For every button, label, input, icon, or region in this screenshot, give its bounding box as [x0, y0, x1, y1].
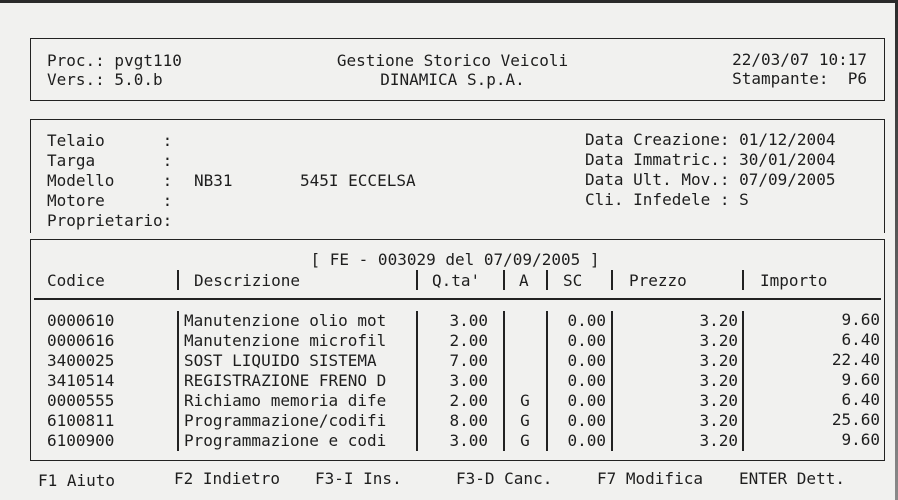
row-4-sc: 0.00 — [567, 371, 606, 390]
data-immatricolazione: Data Immatric.: 30/01/2004 — [585, 150, 836, 169]
row-7-prezzo: 3.20 — [699, 431, 738, 450]
row-4-descrizione: REGISTRAZIONE FRENO D — [184, 371, 387, 390]
f2-back-key[interactable]: F2 Indietro — [174, 469, 280, 488]
row-3-importo: 22.40 — [831, 350, 880, 369]
data-ultimo-movimento: Data Ult. Mov.: 07/09/2005 — [585, 170, 836, 189]
row-7-sc: 0.00 — [567, 431, 606, 450]
row-4-qta: 3.00 — [449, 371, 488, 390]
modello-label: Modello : — [47, 171, 173, 190]
row-3-qta: 7.00 — [449, 351, 488, 370]
version-label: Vers.: 5.0.b — [47, 70, 163, 89]
f3-insert-key[interactable]: F3-I Ins. — [315, 469, 402, 488]
col-header-a: A — [519, 271, 529, 290]
header-sep — [611, 270, 613, 290]
modello-code: NB31 — [194, 171, 233, 190]
column-divider — [503, 311, 505, 451]
row-7-codice: 6100900 — [47, 431, 115, 450]
row-5-prezzo: 3.20 — [699, 391, 738, 410]
modello-description: 545I ECCELSA — [300, 171, 416, 190]
row-5-descrizione: Richiamo memoria dife — [184, 391, 387, 410]
row-4-prezzo: 3.20 — [699, 371, 738, 390]
proc-label: Proc.: pvgt110 — [47, 51, 182, 70]
scan-edge-top — [0, 0, 898, 3]
motore-label: Motore : — [47, 191, 173, 210]
row-7-qta: 3.00 — [449, 431, 488, 450]
col-header-qta: Q.ta' — [432, 271, 481, 290]
row-6-sc: 0.00 — [567, 411, 606, 430]
column-divider — [416, 311, 418, 451]
row-3-prezzo: 3.20 — [699, 351, 738, 370]
date-time: 22/03/07 10:17 — [732, 50, 867, 69]
app-title: Gestione Storico Veicoli — [336, 51, 569, 70]
row-1-prezzo: 3.20 — [699, 311, 738, 330]
col-header-codice: Codice — [47, 271, 105, 290]
row-3-sc: 0.00 — [567, 351, 606, 370]
row-1-descrizione: Manutenzione olio mot — [184, 311, 387, 330]
f3-delete-key[interactable]: F3-D Canc. — [456, 469, 553, 488]
row-5-sc: 0.00 — [567, 391, 606, 410]
column-divider — [177, 311, 179, 451]
col-header-prezzo: Prezzo — [629, 271, 687, 290]
data-creazione: Data Creazione: 01/12/2004 — [585, 130, 836, 149]
enter-details-key[interactable]: ENTER Dett. — [739, 469, 845, 488]
row-5-codice: 0000555 — [47, 391, 115, 410]
company-name: DINAMICA S.p.A. — [380, 70, 525, 89]
col-header-sc: SC — [563, 271, 583, 290]
row-2-sc: 0.00 — [567, 331, 606, 350]
telaio-label: Telaio : — [47, 131, 173, 150]
table-header-rule — [34, 298, 881, 300]
row-7-importo: 9.60 — [841, 430, 880, 449]
row-5-a: G — [520, 391, 530, 410]
row-2-qta: 2.00 — [449, 331, 488, 350]
row-6-codice: 6100811 — [47, 411, 115, 430]
header-sep — [742, 270, 744, 290]
row-4-codice: 3410514 — [47, 371, 115, 390]
column-divider — [611, 311, 613, 451]
f7-edit-key[interactable]: F7 Modifica — [597, 469, 703, 488]
row-2-codice: 0000616 — [47, 331, 115, 350]
targa-label: Targa : — [47, 151, 173, 170]
header-sep — [177, 270, 179, 290]
row-6-qta: 8.00 — [449, 411, 488, 430]
row-2-descrizione: Manutenzione microfil — [184, 331, 387, 350]
row-3-codice: 3400025 — [47, 351, 115, 370]
row-7-descrizione: Programmazione e codi — [184, 431, 387, 450]
invoice-title: [ FE - 003029 del 07/09/2005 ] — [310, 250, 600, 269]
row-5-qta: 2.00 — [449, 391, 488, 410]
proprietario-label: Proprietario: — [47, 211, 173, 230]
row-6-a: G — [520, 411, 530, 430]
row-5-importo: 6.40 — [841, 390, 880, 409]
row-1-codice: 0000610 — [47, 311, 115, 330]
row-7-a: G — [520, 431, 530, 450]
row-1-importo: 9.60 — [841, 310, 880, 329]
f1-help-key[interactable]: F1 Aiuto — [38, 471, 116, 490]
row-6-descrizione: Programmazione/codifi — [184, 411, 387, 430]
row-6-importo: 25.60 — [831, 410, 880, 429]
row-1-sc: 0.00 — [567, 311, 606, 330]
header-sep — [503, 270, 505, 290]
header-sep — [546, 270, 548, 290]
row-2-importo: 6.40 — [841, 330, 880, 349]
header-sep — [416, 270, 418, 290]
printer-label: Stampante: P6 — [732, 69, 867, 88]
row-2-prezzo: 3.20 — [699, 331, 738, 350]
row-1-qta: 3.00 — [449, 311, 488, 330]
row-4-importo: 9.60 — [841, 370, 880, 389]
cliente-infedele: Cli. Infedele : S — [585, 190, 749, 209]
row-6-prezzo: 3.20 — [699, 411, 738, 430]
col-header-descrizione: Descrizione — [194, 271, 300, 290]
row-3-descrizione: SOST LIQUIDO SISTEMA — [184, 351, 377, 370]
col-header-importo: Importo — [760, 271, 828, 290]
column-divider — [546, 311, 548, 451]
column-divider — [742, 311, 744, 451]
